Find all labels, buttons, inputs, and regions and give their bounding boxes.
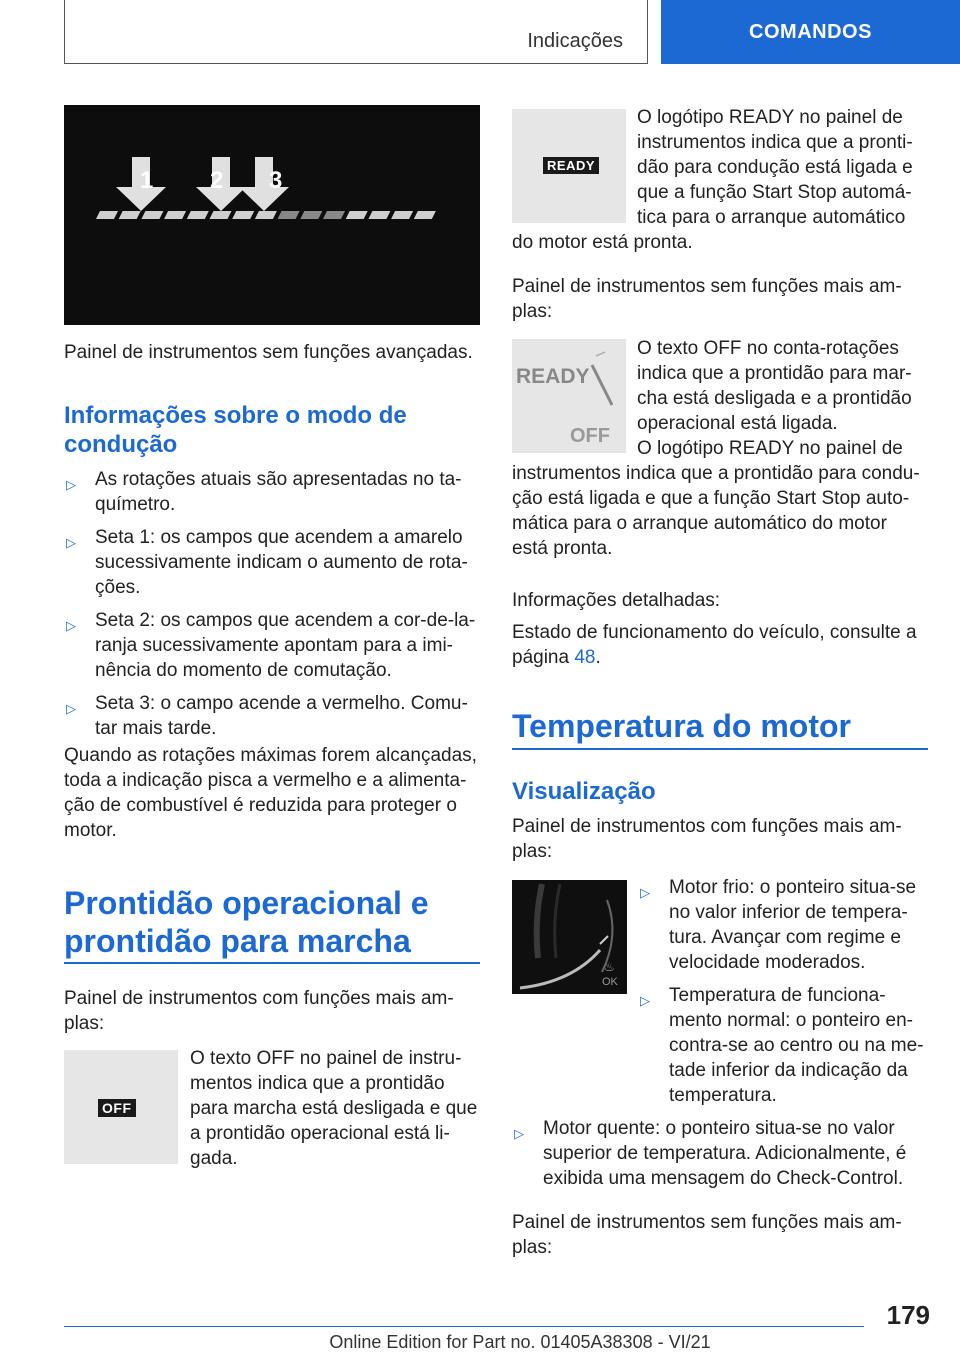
triangle-bullet-icon: ▷	[640, 993, 650, 1008]
list-item: ▷ Seta 1: os campos que acendem a amarelo sucessivamente indicam o aumento de rota-ções.	[66, 527, 468, 598]
list-item: ▷ Seta 2: os campos que acendem a cor-de-la-ranja sucessivamente apontam para a imi-nência do momento de comutação.	[66, 610, 476, 681]
heading-rule	[512, 748, 928, 750]
rpm-segment	[414, 211, 436, 219]
arrow-label-3: 3	[269, 167, 283, 194]
rpm-segment	[119, 211, 141, 219]
off-label: OFF	[570, 425, 610, 447]
ready-description: O logótipo READY no painel de instrumentos indica que a pronti-dão para condução está ligada e que a função Start Stop automá-tica para o arranque automático do motor está pronta.	[512, 107, 913, 253]
intro-basic-2: Painel de instrumentos sem funções mais am-plas:	[512, 1212, 902, 1258]
list-item: ▷ As rotações atuais são apresentadas no ta-químetro.	[66, 469, 462, 515]
details-paragraph: Estado de funcionamento do veículo, consulte a página 48.	[512, 622, 917, 668]
figure-caption: Painel de instrumentos sem funções avançadas.	[64, 342, 473, 363]
coolant-icon: ♨	[604, 960, 615, 974]
rpm-segment	[278, 211, 300, 219]
page-number: 179	[886, 1300, 930, 1330]
rpm-segment	[210, 211, 232, 219]
heading-ready: Prontidão operacional e prontidão para marcha	[64, 885, 429, 959]
edition-footer: Online Edition for Part no. 01405A38308 - VI/21	[329, 1332, 711, 1352]
triangle-bullet-icon: ▷	[66, 535, 76, 550]
hot-engine-item	[512, 1116, 928, 1191]
arrow-label-2: 2	[210, 167, 224, 194]
rpm-segment	[368, 211, 390, 219]
ready-label: READY	[516, 365, 590, 388]
triangle-bullet-icon: ▷	[514, 1126, 524, 1141]
arrow-label-1: 1	[140, 167, 154, 194]
off-description-2: O texto OFF no conta-rotações indica que a prontidão para mar-cha está desligada e a prontidão operacional está ligada. O logótipo READY no painel de instrumentos indica que a prontidão para condu-ção está ligada e que a função Start Stop auto-mática para o arranque automático do motor está pronta.	[512, 338, 920, 559]
list-item: ▷ Motor frio: o ponteiro situa-se no valor inferior de tempera-tura. Avançar com regime e velocidade moderados.	[640, 877, 917, 973]
details-label: Informações detalhadas:	[512, 590, 721, 611]
intro-advanced-2: Painel de instrumentos com funções mais am-plas:	[512, 816, 902, 862]
heading-driving-mode: Informações sobre o modo de condução	[64, 402, 407, 458]
gauge-ok-label: OK	[602, 976, 618, 988]
rpm-segment	[300, 211, 322, 219]
shift-arrows-graphic	[64, 105, 480, 325]
heading-engine-temp: Temperatura do motor	[512, 708, 851, 744]
footer-rule	[64, 1326, 864, 1327]
chapter-tab[interactable]: COMANDOS	[661, 0, 960, 64]
rpm-segment	[346, 211, 368, 219]
driving-mode-list	[64, 467, 480, 741]
triangle-bullet-icon: ▷	[66, 701, 76, 716]
max-rpm-paragraph: Quando as rotações máximas forem alcançadas, toda a indicação pisca a vermelho e a alimenta-ção de combustível é reduzida para proteger o motor.	[64, 745, 477, 841]
triangle-bullet-icon: ▷	[66, 618, 76, 633]
heading-rule	[64, 962, 480, 964]
off-indicator-image	[64, 1050, 178, 1164]
section-title: Indicações	[527, 30, 623, 52]
off-badge: OFF	[98, 1099, 136, 1117]
list-item: ▷ Temperatura de funciona-mento normal: o ponteiro en-contra-se ao centro ou na me-tade inferior da indicação da temperatura.	[640, 985, 924, 1106]
rpm-segment	[255, 211, 277, 219]
temperature-gauge-image	[512, 880, 627, 994]
rpm-segment	[323, 211, 345, 219]
off-description: O texto OFF no painel de instru-mentos indica que a prontidão para marcha está desligada e que a prontidão operacional está li-gada.	[190, 1048, 478, 1169]
list-item: ▷ Seta 3: o campo acende a vermelho. Comu-tar mais tarde.	[66, 693, 468, 739]
rpm-segment	[96, 211, 118, 219]
rpm-segment	[232, 211, 254, 219]
triangle-bullet-icon: ▷	[66, 477, 76, 492]
rpm-segment	[164, 211, 186, 219]
rpm-segment	[141, 211, 163, 219]
header-frame	[64, 0, 648, 64]
intro-basic: Painel de instrumentos sem funções mais am-plas:	[512, 276, 902, 322]
shift-indicator-figure	[64, 105, 480, 325]
rpm-segment	[187, 211, 209, 219]
list-item: ▷ Motor quente: o ponteiro situa-se no valor superior de temperatura. Adicionalmente, é exibida uma mensagem do Check-Control.	[514, 1118, 907, 1189]
intro-advanced: Painel de instrumentos com funções mais am-plas:	[64, 988, 454, 1034]
rpm-segment	[391, 211, 413, 219]
temperature-list	[638, 875, 928, 1108]
triangle-bullet-icon: ▷	[640, 885, 650, 900]
page-link[interactable]: 48	[574, 647, 596, 668]
heading-display: Visualização	[512, 778, 656, 805]
ready-badge: READY	[543, 157, 599, 174]
